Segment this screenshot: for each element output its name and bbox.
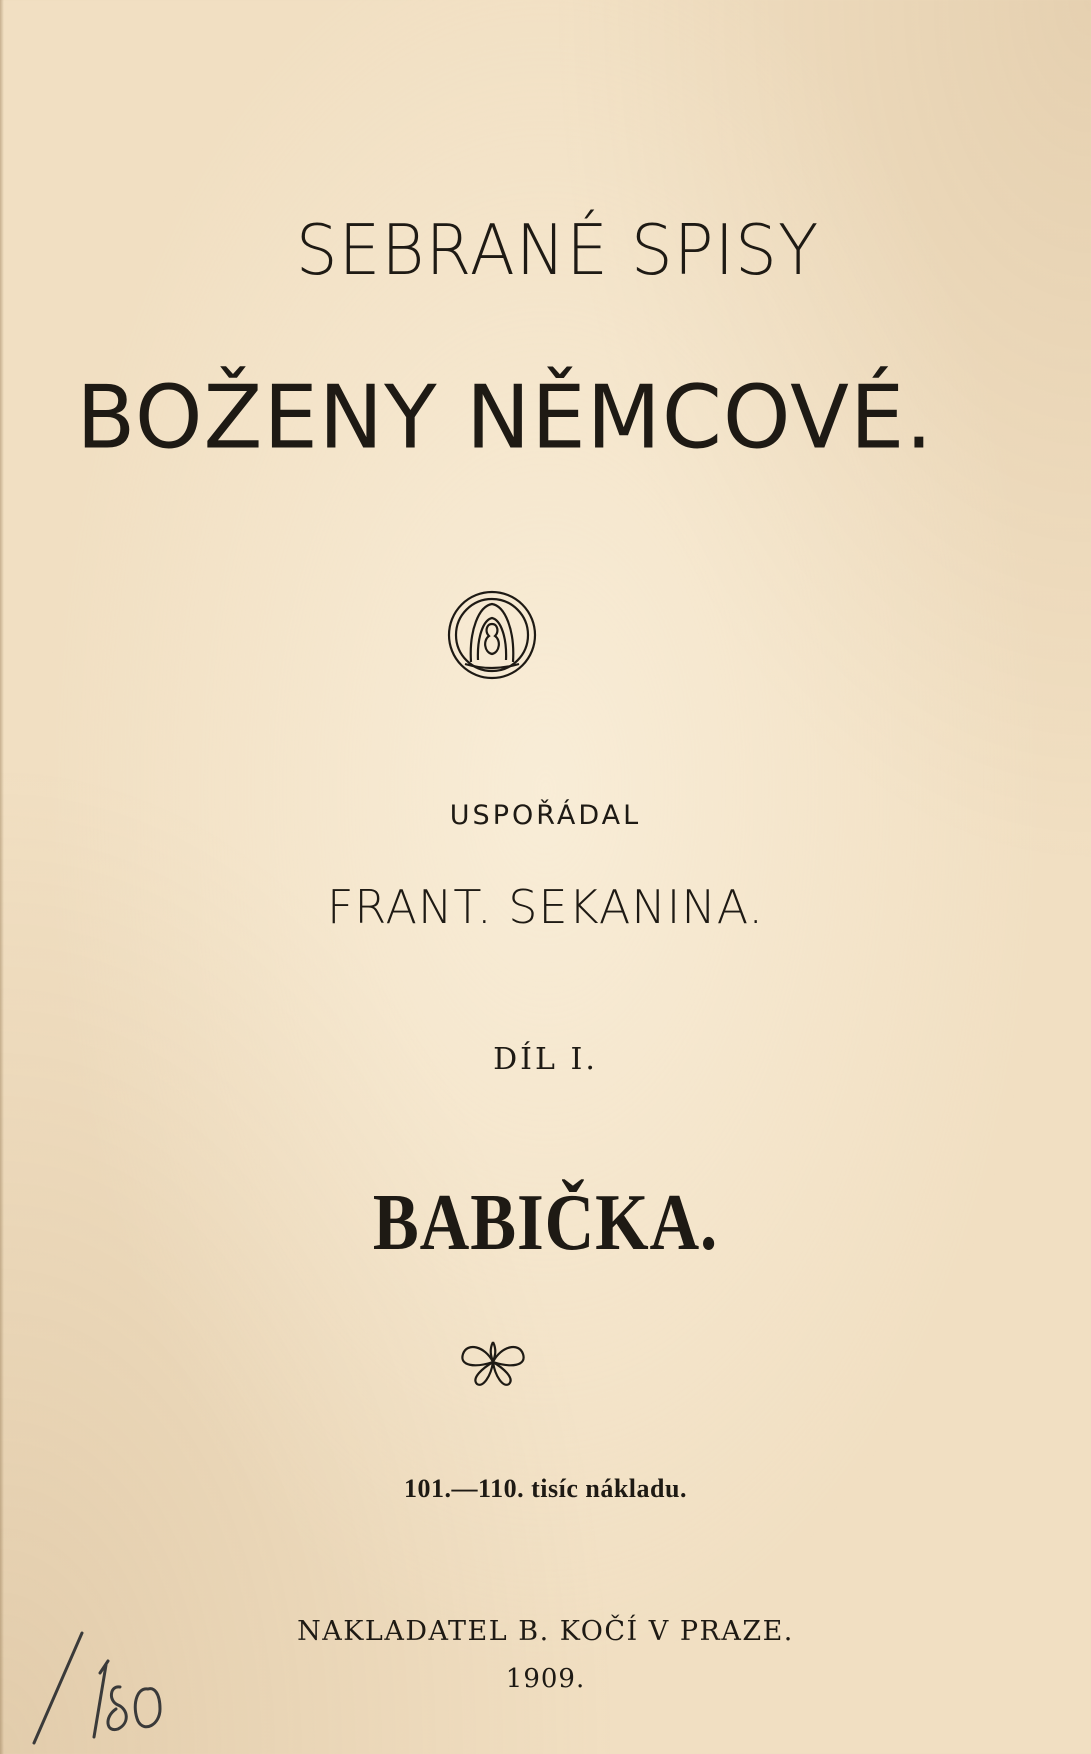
handwritten-pencil-note — [20, 1625, 170, 1750]
edition-note: 101.—110. tisíc nákladu. — [404, 1474, 687, 1503]
publication-year: 1909. — [505, 1664, 586, 1694]
collection-title-line-1: SEBRANÉ SPISY — [295, 210, 820, 291]
arranged-by-label: USPOŘÁDAL — [449, 800, 642, 831]
work-title: BABIČKA. — [372, 1179, 719, 1267]
collection-title-line-2: BOŽENY NĚMCOVÉ. — [76, 367, 934, 469]
publisher-line: NAKLADATEL B. KOČÍ V PRAZE. — [297, 1616, 794, 1647]
editor-name: FRANT. SEKANINA. — [326, 880, 765, 934]
floral-knot-ornament-icon — [455, 1338, 531, 1388]
volume-label: DÍL I. — [493, 1042, 598, 1077]
publisher-emblem-icon — [441, 590, 543, 680]
